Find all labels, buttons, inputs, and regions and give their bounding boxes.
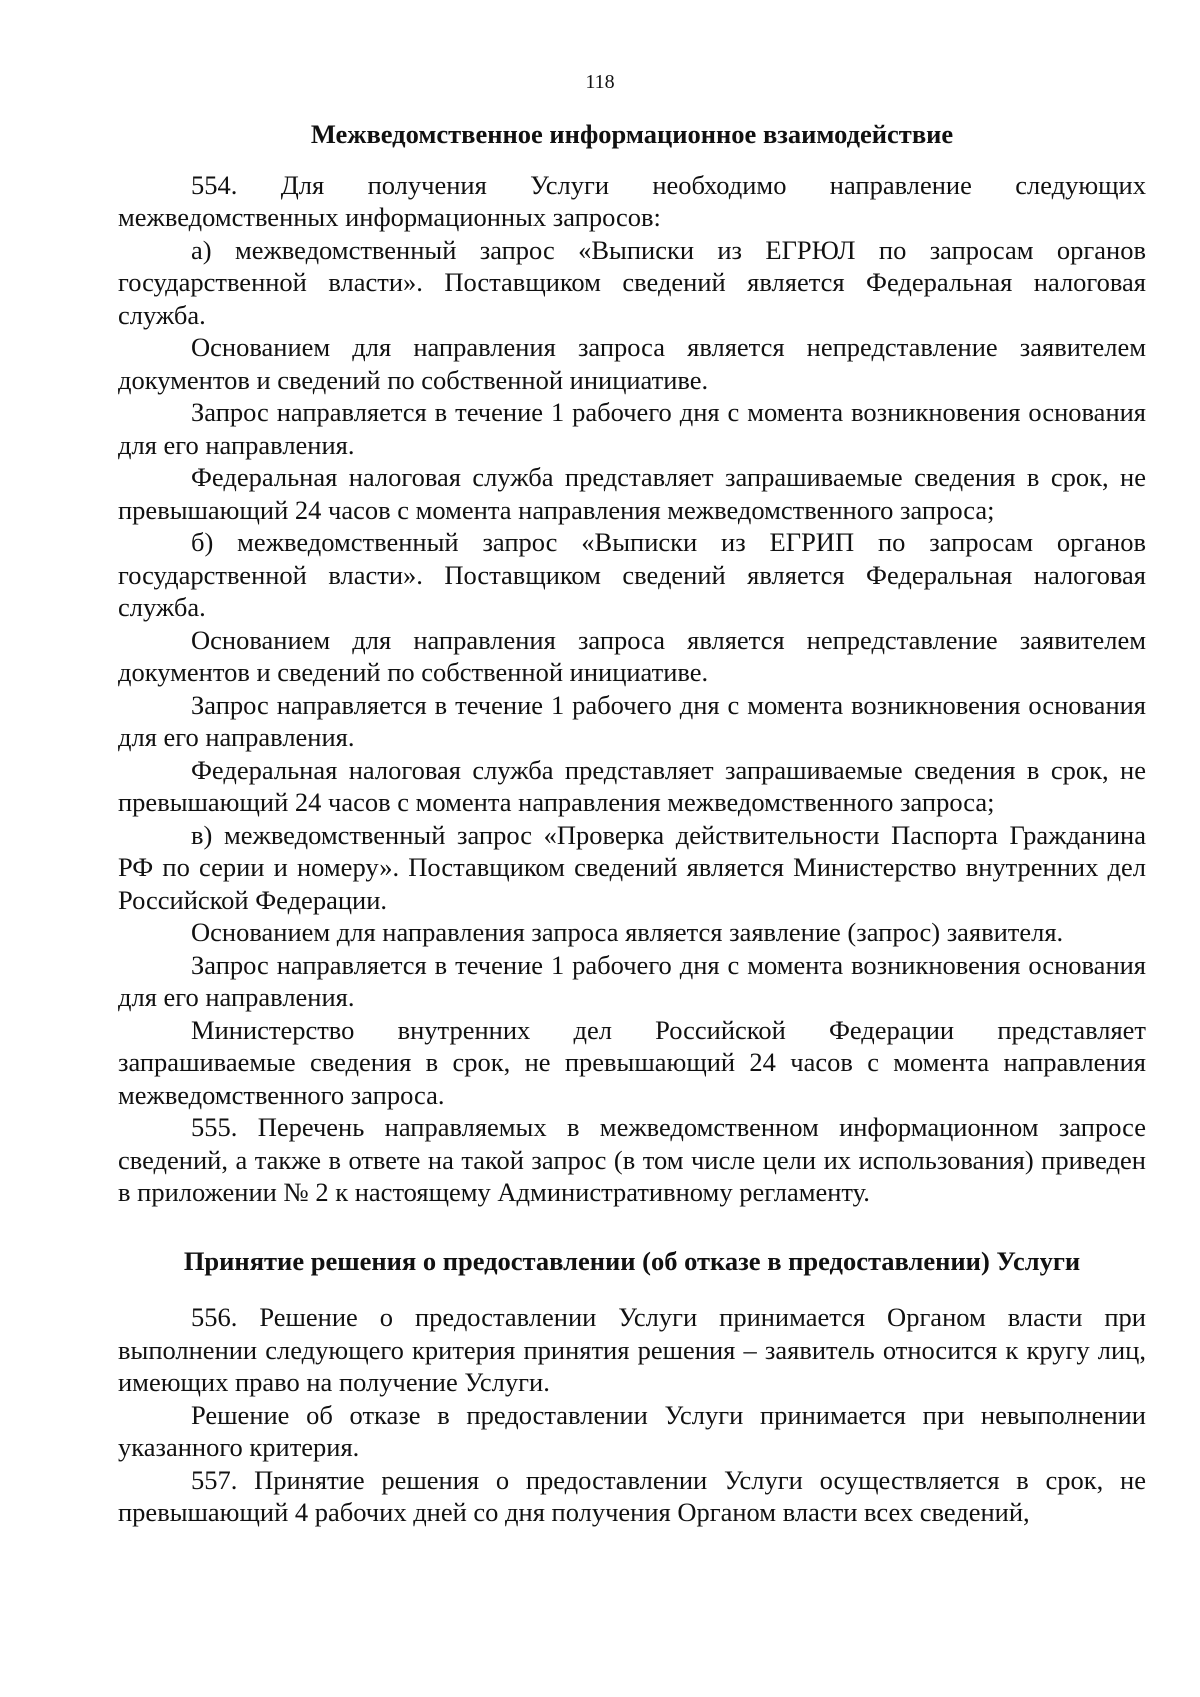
paragraph: Министерство внутренних дел Российской Федерации представляет запрашиваемые сведения в срок, не превышающий 24 часов с момента направления межведомственного запроса. [118, 1014, 1146, 1110]
paragraph-554-b: б) межведомственный запрос «Выписки из ЕГРИП по запросам органов государственной власти». Поставщиком сведений является Федеральная налоговая служба. [118, 527, 1146, 622]
page-number: 118 [585, 71, 615, 93]
paragraph: Решение об отказе в предоставлении Услуги принимается при невыполнении указанного критерия. [118, 1399, 1146, 1462]
document-body [118, 118, 1146, 1529]
paragraph: Запрос направляется в течение 1 рабочего дня с момента возникновения основания для его направления. [118, 949, 1146, 1012]
paragraph: Основанием для направления запроса является заявление (запрос) заявителя. [191, 917, 1064, 947]
section-heading-decision: Принятие решения о предоставлении (об отказе в предоставлении) Услуги [183, 1245, 1081, 1276]
paragraph-557: 557. Принятие решения о предоставлении Услуги осуществляется в срок, не превышающий 4 рабочих дней со дня получения Органом власти всех сведений, [118, 1464, 1146, 1527]
paragraph: Основанием для направления запроса является непредставление заявителем документов и сведений по собственной инициативе. [118, 332, 1146, 395]
paragraph: Федеральная налоговая служба представляет запрашиваемые сведения в срок, не превышающий 24 часов с момента направления межведомственного запроса; [118, 754, 1146, 817]
paragraph: Запрос направляется в течение 1 рабочего дня с момента возникновения основания для его направления. [118, 397, 1146, 460]
paragraph-554-a: а) межведомственный запрос «Выписки из ЕГРЮЛ по запросам органов государственной власти». Поставщиком сведений является Федеральная налоговая служба. [118, 234, 1146, 330]
paragraph: Запрос направляется в течение 1 рабочего дня с момента возникновения основания для его направления. [118, 689, 1146, 752]
paragraph-554: 554. Для получения Услуги необходимо направление следующих межведомственных информационных запросов: [118, 169, 1146, 232]
paragraph-554-v: в) межведомственный запрос «Проверка действительности Паспорта Гражданина РФ по серии и номеру». Поставщиком сведений является Министерство внутренних дел Российской Федерации. [118, 819, 1146, 915]
paragraph-556: 556. Решение о предоставлении Услуги принимается Органом власти при выполнении следующего критерия принятия решения – заявитель относится к кругу лиц, имеющих право на получение Услуги. [118, 1302, 1146, 1397]
paragraph: Основанием для направления запроса является непредставление заявителем документов и сведений по собственной инициативе. [118, 624, 1146, 687]
section-heading-interagency: Межведомственное информационное взаимодействие [310, 119, 954, 149]
paragraph-555: 555. Перечень направляемых в межведомственном информационном запросе сведений, а также в ответе на такой запрос (в том числе цели их использования) приведен в приложении № 2 к настоящему Административному регламенту. [118, 1112, 1146, 1207]
paragraph: Федеральная налоговая служба представляет запрашиваемые сведения в срок, не превышающий 24 часов с момента направления межведомственного запроса; [118, 462, 1146, 525]
